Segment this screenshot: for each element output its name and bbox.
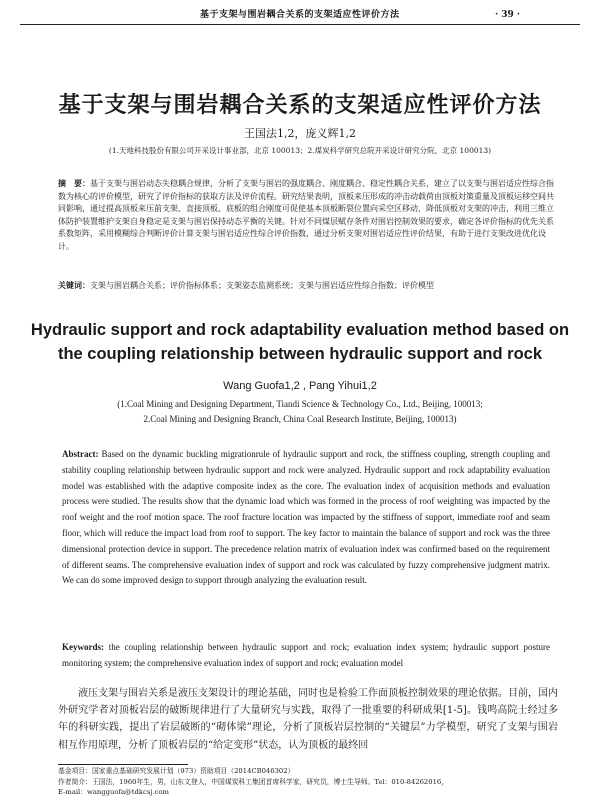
en-affiliation-1: (1.Coal Mining and Designing Department, Tiandi Science & Technology Co., Ltd., Beijing, 100013; [117, 399, 483, 409]
footnotes [58, 766, 558, 798]
cn-authors: 王国法1,2，庞义辉1,2 [244, 127, 356, 140]
en-abstract-text: Based on the dynamic buckling migrationrule of hydraulic support and rock, the stiffness coupling, strength coupling and stability coupling relationship between hydraulic support and rock were analyzed. Hydraulic support and rock adaptability evaluation model was established with the adaptive composite index as the core. The evaluation index of acquisition methods and evaluation process were studied. The results show that the dynamic load which was formed in the process of roof weighting was impacted by the roof weight and the roof motion space. The roof fracture location was impacted by the stiffness of support, immediate roof and seam floor, which will reduce the impact load from roof to support. The key factor to maintain the balance of support and rock was the three dimensional protection device in support. The precedence relation matrix of evaluation index was confirmed based on the requirement of different seams. The comprehensive evaluation index of support and rock was calculated by fuzzy comprehensive judgment matrix. We can do some improved design to support through analyzing the evaluation result. [62, 449, 551, 586]
en-affiliation [40, 397, 560, 427]
cn-affiliation: (1.天地科技股份有限公司开采设计事业部，北京 100013；2.煤炭科学研究总院开采设计研究分院，北京 100013) [108, 146, 492, 155]
en-authors: Wang Guofa1,2 , Pang Yihui1,2 [223, 380, 377, 392]
page-number: · 39 · [494, 10, 520, 20]
en-abstract-label: Abstract: [62, 449, 99, 459]
cn-keywords-label: 关键词： [58, 281, 90, 290]
en-title: Hydraulic support and rock adaptability evaluation method based on the coupling relationship between hydraulic support and rock [30, 321, 570, 363]
cn-abstract-text: 基于支架与围岩动态失稳耦合规律，分析了支架与围岩的强度耦合、刚度耦合、稳定性耦合关系，建立了以支架与围岩适应性综合指数为核心的评价模型，研究了评价指标的获取方法及评价流程。研究结果表明，顶板来压形成的冲击动载荷由顶板対策重量及顶板运移空间共同影响，通过提高顶板来压前支架、直接顶板、底板的组合刚度可促使基本顶板断裂位置向采空区移动，降低顶板对支架的冲击，利用三维立体防护装置维护支架自身稳定是支架与围岩保持动态平衡的关键。针对不同煤层赋存条件对围岩控制效果的要求，确定各评价指标的优先关系系数矩阵，采用模糊综合判断评价计算支架与围岩适应性综合评价指数，通过分析支架对围岩适应性评价结果，有助于进行支架改进优化设计。 [58, 179, 554, 251]
running-title: 基于支架与围岩耦合关系的支架适应性评价方法 [200, 10, 400, 20]
cn-abstract-label: 摘 要： [58, 179, 90, 188]
en-affiliation-2: 2.Coal Mining and Designing Branch, China Coal Research Institute, Beijing, 100013) [143, 414, 457, 424]
cn-keywords [58, 280, 554, 293]
running-header [20, 6, 580, 25]
en-keywords [62, 640, 550, 672]
footnote-author: 作者简介：王国法，1960年生，男，山东文登人，中国煤炭科工集团首席科学家，研究员，博士生导师。Tel：010-84262016， [58, 777, 449, 786]
cn-title: 基于支架与围岩耦合关系的支架适应性评价方法 [58, 93, 542, 118]
footnote-fund: 基金项目：国家重点基础研究发展计划（973）资助项目（2014CB046302） [58, 767, 295, 775]
cn-abstract [58, 178, 554, 254]
en-keywords-label: Keywords: [62, 642, 104, 652]
en-abstract [62, 447, 550, 589]
en-keywords-text: the coupling relationship between hydraulic support and rock; evaluation index system; hydraulic support posture monitoring system; the comprehensive evaluation index of support and rock; evaluation model [62, 642, 551, 668]
intro-paragraph: 液压支架与围岩关系是液压支架设计的理论基础，同时也是检验工作面顶板控制效果的理论依据。目前，国内外研究学者对顶板岩层的破断规律进行了大量研究与实践，取得了一批重要的科研成果[1-5]。钱鸣高院士经过多年的科研实践，提出了岩层破断的“砌体梁”理论，分析了顶板岩层控制的“关键层”力学模型，研究了支架与围岩相互作用原理，分析了顶板岩层的“给定变形”状态，认为顶板的最终回 [58, 688, 558, 751]
footnote-divider [58, 764, 188, 765]
footnote-email: E-mail：wangguofa@tdkcsj.com [58, 788, 169, 796]
cn-keywords-text: 支架与围岩耦合关系；评价指标体系；支架姿态监测系统；支架与围岩适应性综合指数；评价模型 [90, 281, 434, 290]
